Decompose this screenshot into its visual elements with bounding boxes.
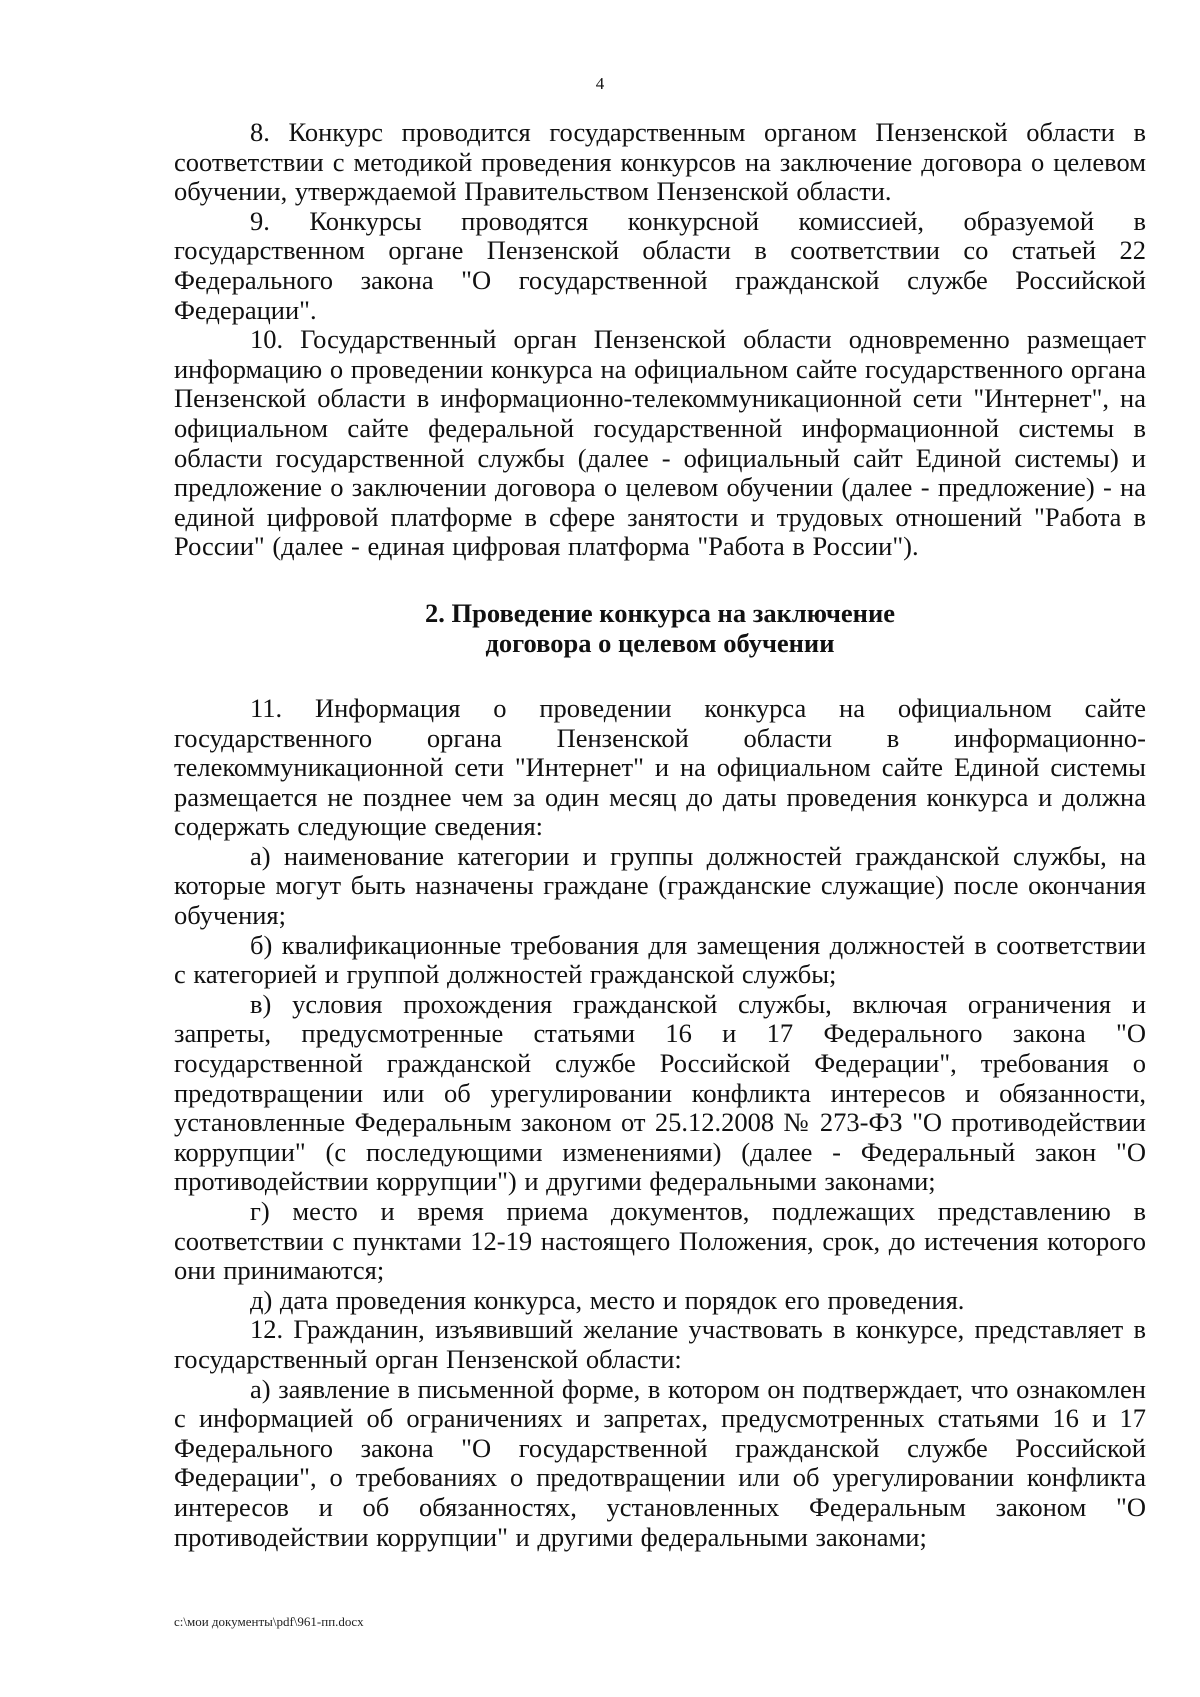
subitem-v: в) условия прохождения гражданской службы, включая ограничения и запреты, предусмотренные статьями 16 и 17 Федерального закона "О государственной гражданской службе Российской Федерации", требования о предотвращении или об урегулировании конфликта интересов и обязанности, установленные Федеральным законом от 25.12.2008 № 273-ФЗ "О противодействии коррупции" (с последующими изменениями) (далее - Федеральный закон "О противодействии коррупции") и другими федеральными законами; bbox=[174, 988, 1146, 1197]
paragraph-10: 10. Государственный орган Пензенской области одновременно размещает информацию о проведении конкурса на официальном сайте государственного органа Пензенской области в информационно-телекоммуникационной сети "Интернет", на официальном сайте федеральной государственной информационной системы в области государственной службы (далее - официальный сайт Единой системы) и предложение о заключении договора о целевом обучении (далее - предложение) - на единой цифровой платформе в сфере занятости и трудовых отношений "Работа в России" (далее - единая цифровая платформа "Работа в России"). bbox=[174, 324, 1146, 562]
footer-file-path: c:\мои документы\pdf\961-пп.docx bbox=[174, 1614, 364, 1629]
section-heading bbox=[174, 598, 1146, 658]
subitem-b: б) квалификационные требования для замещения должностей в соответствии с категорией и группой должностей гражданской службы; bbox=[174, 929, 1146, 990]
paragraph-12-subitem-a: а) заявление в письменной форме, в котором он подтверждает, что ознакомлен с информацией об ограничениях и запретах, предусмотренных статьями 16 и 17 Федерального закона "О государственной гражданской службе Российской Федерации", о требованиях о предотвращении или об урегулировании конфликта интересов и об обязанностях, установленных Федеральным законом "О противодействии коррупции" и другими федеральными законами; bbox=[174, 1373, 1146, 1552]
document-body bbox=[174, 118, 1146, 1552]
page-number: 4 bbox=[595, 74, 605, 93]
paragraph-9: 9. Конкурсы проводятся конкурсной комиссией, образуемой в государственном органе Пензенской области в соответствии со статьей 22 Федерального закона "О государственной гражданской службе Российской Федерации". bbox=[174, 205, 1146, 325]
subitem-a: а) наименование категории и группы должностей гражданской службы, на которые могут быть назначены граждане (гражданские служащие) после окончания обучения; bbox=[174, 840, 1146, 931]
paragraph-8: 8. Конкурс проводится государственным органом Пензенской области в соответствии с методикой проведения конкурсов на заключение договора о целевом обучении, утверждаемой Правительством Пензенской области. bbox=[174, 117, 1146, 207]
subitem-g: г) место и время приема документов, подлежащих представлению в соответствии с пунктами 12-19 настоящего Положения, срок, до истечения которого они принимаются; bbox=[174, 1196, 1146, 1286]
subitem-d: д) дата проведения конкурса, место и порядок его проведения. bbox=[250, 1284, 965, 1315]
paragraph-12: 12. Гражданин, изъявивший желание участвовать в конкурсе, представляет в государственный орган Пензенской области: bbox=[174, 1314, 1146, 1374]
section-heading-line-2: договора о целевом обучении bbox=[485, 627, 835, 658]
paragraph-11: 11. Информация о проведении конкурса на официальном сайте государственного органа Пензенской области в информационно-телекоммуникационной сети "Интернет" и на официальном сайте Единой системы размещается не позднее чем за один месяц до даты проведения конкурса и должна содержать следующие сведения: bbox=[174, 692, 1146, 842]
section-heading-line-1: 2. Проведение конкурса на заключение bbox=[425, 597, 895, 628]
